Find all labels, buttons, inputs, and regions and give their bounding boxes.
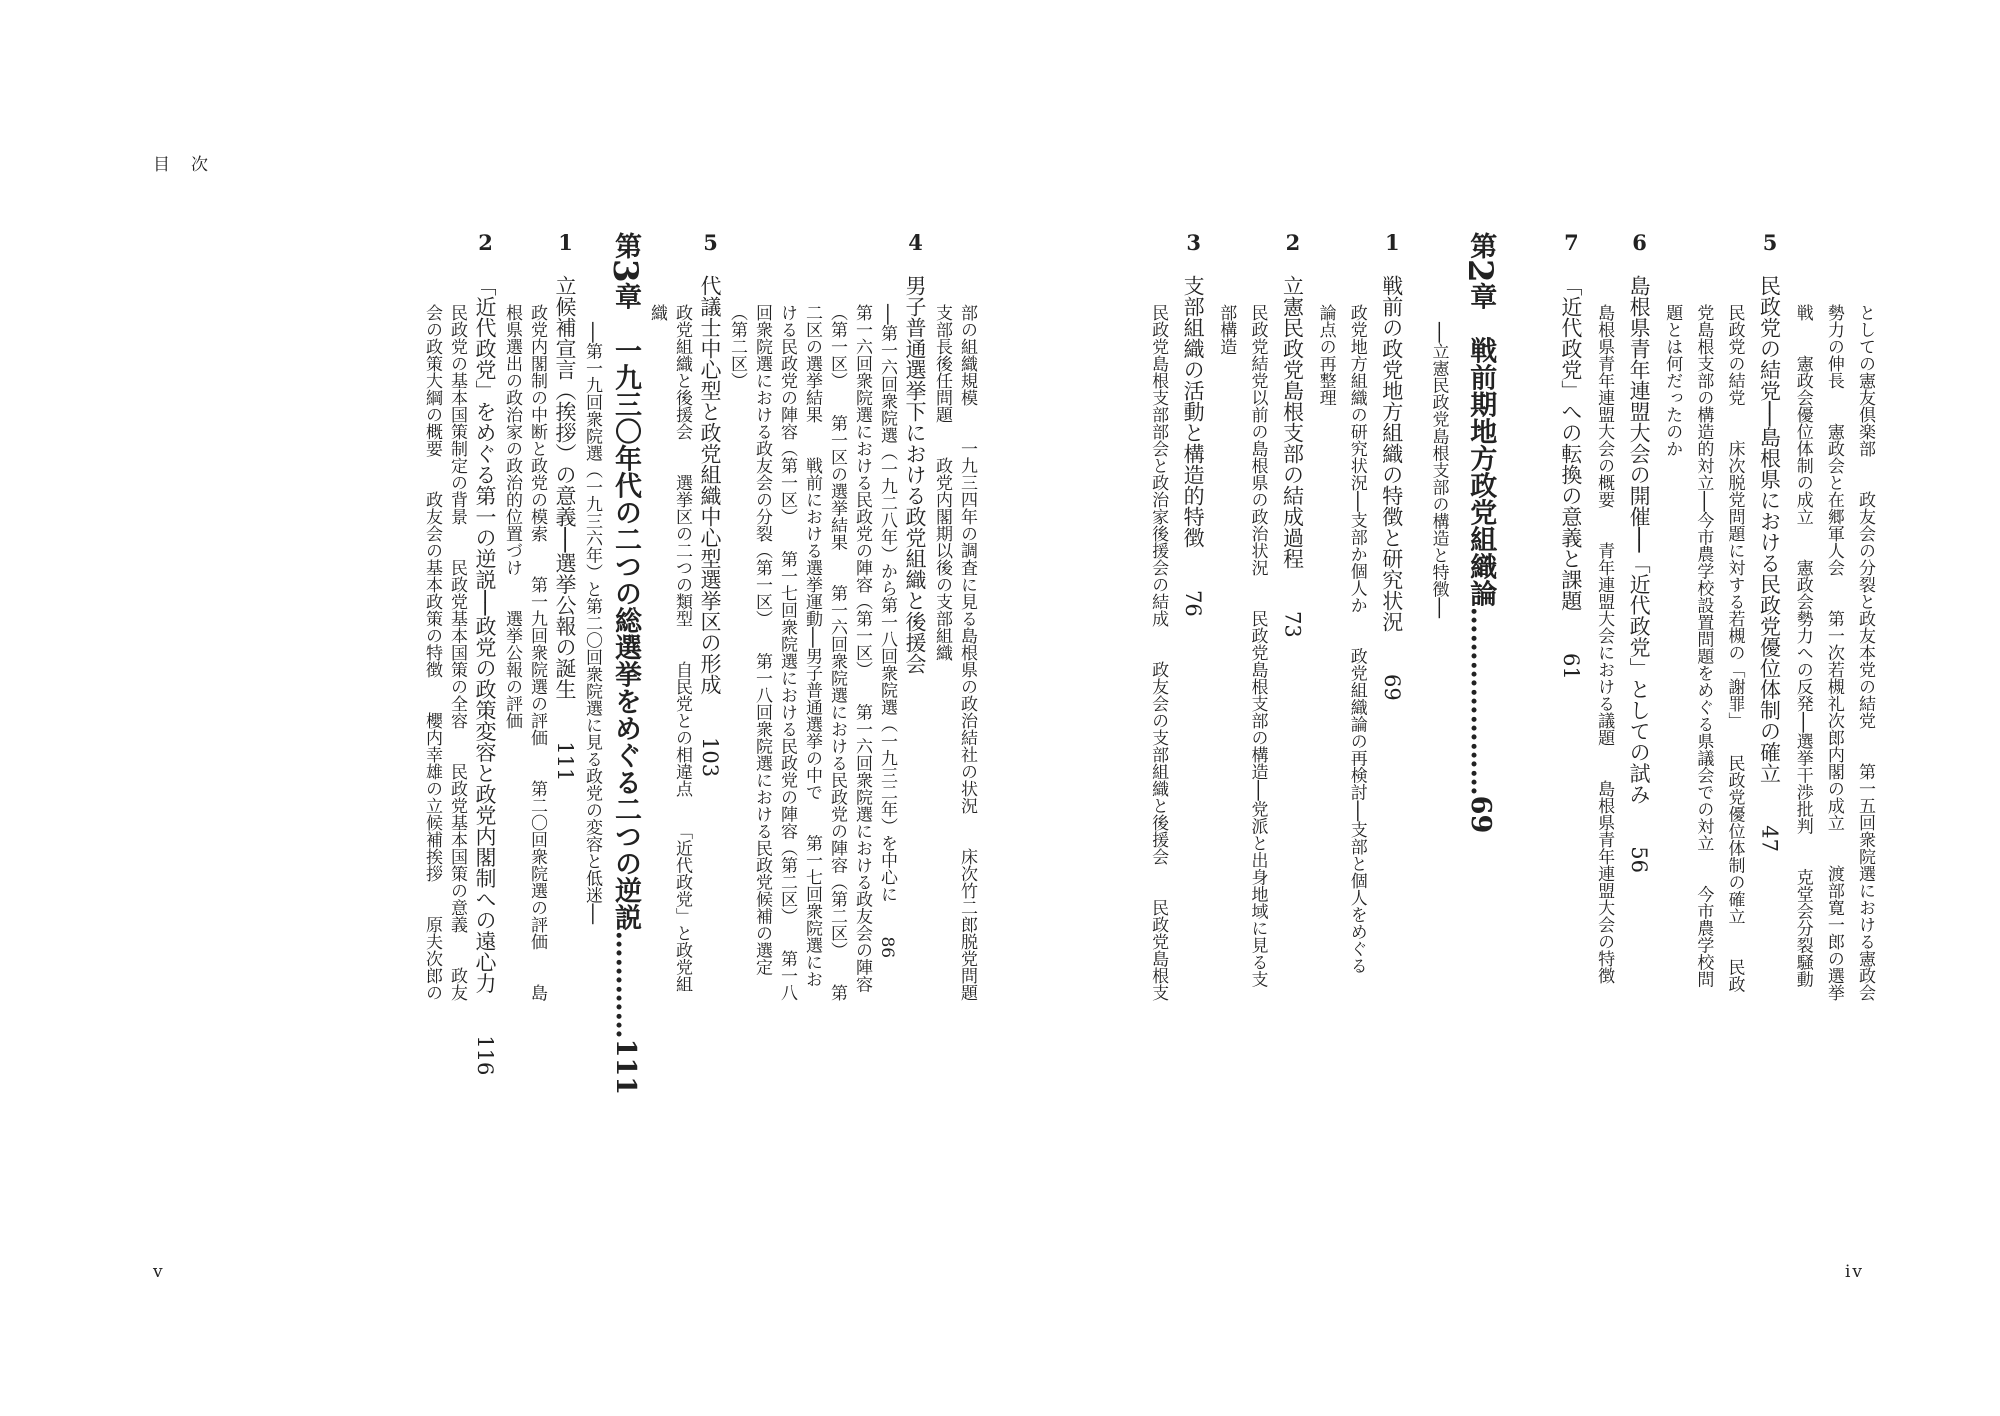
toc-entry-line: （第二区） [727,304,747,389]
section-number: 5 [1762,232,1778,253]
chapter-title: 戦前期地方政党組織論…………………69 [1465,336,1497,834]
section-number: 2 [478,232,493,253]
section-title: 戦前の政党地方組織の特徴と研究状況 69 [1379,275,1404,701]
left-folio: v [153,1262,165,1282]
section-title: 民政党の結党──島根県における民政党優位体制の確立 47 [1757,275,1782,853]
section-number: 6 [1632,232,1647,253]
toc-entry-line: ──第一六回衆院選（一九二八年）から第一八回衆院選（一九三二年）を中心に 86 [877,304,897,959]
chapter-suffix: 章 [1465,282,1497,337]
section-heading [1617,232,1654,1001]
section-heading [1748,232,1785,1001]
toc-entry-line: 二区の選挙結果 戦前における選挙運動──男子普通選挙の中で 第一七回衆院選にお [802,304,822,988]
section-title: 「近代政党」への転換の意義と課題 61 [1558,275,1583,680]
running-head: 目 次 [153,155,210,175]
toc-entry-line: 会の政策大綱の概要 政友会の基本政策の特徴 櫻内幸雄の立候補挨拶 原夫次郎の [422,304,442,1001]
section-title: 代議士中心型と政党組織中心型選挙区の形成 103 [698,275,722,778]
chapter-heading [1452,232,1501,1001]
right-folio: iv [1845,1262,1865,1282]
toc-entry-line: としての憲友倶楽部 政友会の分裂と政友本党の結党 第一五回衆院選における憲政会 [1855,304,1875,1001]
toc-entry-line: 勢力の伸長 憲政会と在郷軍人会 第一次若槻礼次郎内閣の成立 渡部寛一郎の選挙 [1823,304,1844,1001]
section-number: 1 [558,232,573,253]
chapter-prefix: 第 [1465,232,1497,259]
chapter-prefix: 第 [610,232,641,259]
toc-entry-line: 部の組織規模 一九三四年の調査に見る島根県の政治結社の状況 床次竹二郎脱党問題 [957,304,977,1001]
section-number: 4 [908,232,923,253]
section-title: 支部組織の活動と構造的特徴 76 [1181,275,1206,617]
toc-entry-line: 民政党の基本国策制定の背景 民政党基本国策の全容 民政党基本国策の意義 政友 [447,304,467,1001]
section-heading [695,232,725,1095]
chapter-number: 2 [1460,259,1501,283]
section-heading [1549,232,1586,1001]
toc-entry-line: 部構造 [1216,304,1237,355]
toc-entry-line: 民政党結党以前の島根県の政治状況 民政党島根支部の構造──党派と出身地域に見る支 [1247,304,1268,988]
section-heading [1270,232,1307,1001]
toc-entry-line: 回衆院選における政友会の分裂（第一区） 第一八回衆院選における民政党候補の選定 [752,304,772,976]
section-title: 島根県青年連盟大会の開催──「近代政党」としての試み 56 [1627,275,1652,874]
toc-left-page [422,232,980,1096]
section-heading [550,232,580,1095]
toc-entry-line: 論点の再整理 [1315,304,1336,406]
section-number: 1 [1384,232,1400,253]
section-heading [470,232,500,1095]
toc-entry-line: 戦 憲政会優位体制の成立 憲政会勢力への反発──選挙干渉批判 克堂会分裂騒動 [1792,304,1813,988]
chapter-suffix: 章 [610,282,641,337]
section-number: 2 [1285,232,1301,253]
section-title: 「近代政党」をめぐる第一の逆説──政党の政策変容と政党内閣制への遠心力 116 [473,275,497,1076]
section-number: 3 [1186,232,1201,253]
section-heading [1370,232,1407,1001]
chapter-heading [605,232,645,1095]
toc-entry-line: 民政党の結党 床次脱党問題に対する若槻の「謝罪」 民政党優位体制の確立 民政 [1724,304,1745,993]
chapter-number: 3 [605,259,645,283]
column-gap [1500,232,1549,1001]
toc-right-page [1140,232,1878,1001]
toc-entry-line: 政党内閣制の中断と政党の模索 第一九回衆院選の評価 第二〇回衆院選の評価 島 [527,304,547,1001]
toc-entry-line: 党島根支部の構造的対立──今市農学校設置問題をめぐる県議会での対立 今市農学校問 [1693,304,1714,988]
section-heading [900,232,930,1095]
chapter-title: 一九三〇年代の二つの総選挙をめぐる二つの逆説…………111 [610,336,641,1096]
toc-entry-line: 民政党島根支部部会と政治家後援会の結成 政友会の支部組織と後援会 民政党島根支 [1148,304,1169,1001]
toc-entry-line: 第一六回衆院選における民政党の陣容（第一区） 第一六回衆院選における政友会の陣容 [852,304,872,993]
chapter-subtitle: ──第一九回衆院選（一九三六年）と第二〇回衆院選に見る政党の変容と低迷── [582,322,602,924]
section-number: 5 [703,232,718,253]
toc-entry-line: 支部長後任問題 政党内閣期以後の支部組織 [932,304,952,661]
toc-entry-line: 政党地方組織の研究状況──支部か個人か 政党組織論の再検討──支部と個人をめぐる [1346,304,1367,974]
section-title: 男子普通選挙下における政党組織と後援会 [903,275,927,674]
toc-entry-line: （第一区） 第一区の選挙結果 第一六回衆院選における民政党の陣容（第二区） 第 [827,304,847,1001]
toc-entry-line: 島根県青年連盟大会の概要 青年連盟大会における議題 島根県青年連盟大会の特徴 [1594,304,1615,984]
toc-entry-line: 根県選出の政治家の政治的位置づけ 選挙公報の評価 [502,304,522,729]
section-number: 7 [1564,232,1579,253]
toc-entry-line: 政党組織と後援会 選挙区の二つの類型 自民党との相違点 「近代政党」と政党組 [672,304,692,993]
section-title: 立憲民政党島根支部の結成過程 73 [1280,275,1305,638]
toc-entry-line: 織 [647,304,667,321]
chapter-subtitle: ──立憲民政党島根支部の構造と特徴── [1428,322,1449,618]
toc-entry-line: 題とは何だったのか [1662,304,1683,457]
toc-entry-line: ける民政党の陣容（第一区） 第一七回衆院選における民政党の陣容（第二区） 第一八 [777,304,797,1001]
section-heading [1171,232,1208,1001]
section-title: 立候補宣言（挨拶）の意義──選挙公報の誕生 111 [553,275,577,782]
